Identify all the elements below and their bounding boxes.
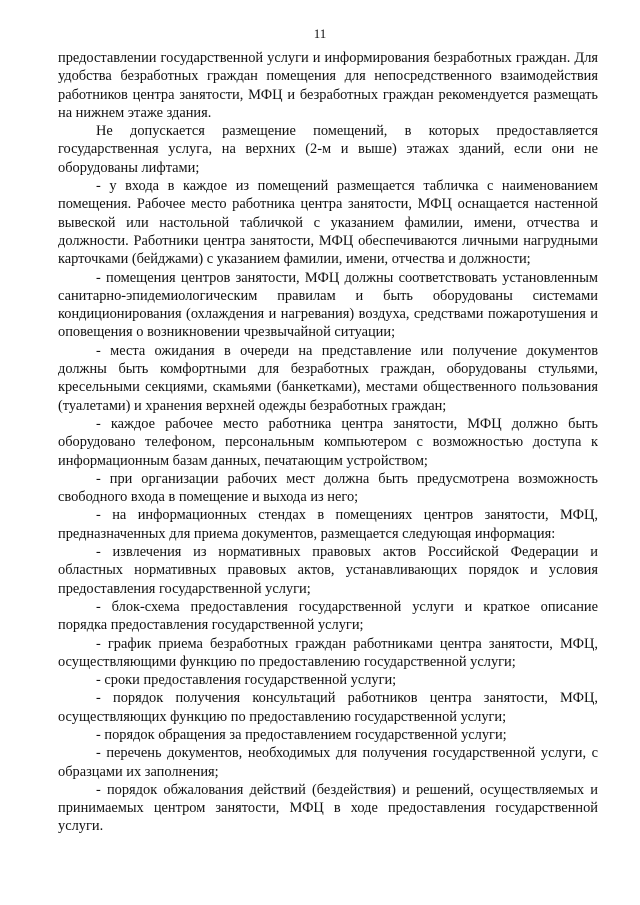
- page-number: 11: [313, 26, 327, 41]
- list-item-free-access: - при организации рабочих мест должна быть предусмотрена возможность свободного входа в помещение и выхода из него;: [58, 470, 598, 506]
- list-item-legal-extracts: - извлечения из нормативных правовых актов Российской Федерации и областных нормативных правовых актов, устанавливающих порядок и условия предоставления государственной услуги;: [58, 544, 598, 597]
- list-item-service-terms: - сроки предоставления государственной услуги;: [96, 672, 397, 689]
- list-item-flowchart: - блок-схема предоставления государственной услуги и краткое описание порядка предоставления государственной услуги;: [58, 598, 598, 634]
- paragraph-continuation: предоставлении государственной услуги и информирования безработных граждан. Для удобства безработных граждан помещения для непосредственного взаимодействия работников центра занятости, МФЦ и безработных граждан рекомендуется размещать на нижнем этаже здания.: [58, 50, 598, 121]
- list-item-sanitary-rules: - помещения центров занятости, МФЦ должны соответствовать установленным санитарно-эпидемиологическим правилам и быть оборудованы системами кондиционирования (охлаждения и нагревания) воздуха, средствами пожаротушения и оповещения о возникновении чрезвычайной ситуации;: [58, 269, 598, 341]
- list-item-workplace-equipment: - каждое рабочее место работника центра занятости, МФЦ должно быть оборудовано телефоном, персональным компьютером с возможностью доступа к информационным базам данных, печатающим устройством;: [58, 415, 598, 469]
- document-body: [58, 49, 598, 836]
- list-item-entrance-sign: - у входа в каждое из помещений размещается табличка с наименованием помещения. Рабочее место работника центра занятости, МФЦ оснащается настенной вывеской или настольной табличкой с указанием фамилии, имени, отчества и должности. Работники центра занятости, МФЦ обеспечиваются личными нагрудными карточками (бейджами) с указанием фамилии, имени, отчества и должности;: [58, 178, 598, 268]
- list-item-document-list: - перечень документов, необходимых для получения государственной услуги, с образцами их заполнения;: [58, 745, 598, 780]
- list-item-application-procedure: - порядок обращения за предоставлением государственной услуги;: [96, 726, 507, 743]
- list-item-reception-schedule: - график приема безработных граждан работниками центра занятости, МФЦ, осуществляющими функцию по предоставлению государственной услуги;: [58, 635, 598, 670]
- paragraph-no-upper-floors: Не допускается размещение помещений, в которых предоставляется государственная услуга, на верхних (2-м и выше) этажах зданий, если они не оборудованы лифтами;: [58, 123, 598, 176]
- list-item-waiting-areas: - места ожидания в очереди на представление или получение документов должны быть комфортными для безработных граждан, оборудованы стульями, кресельными секциями, скамьями (банкетками), местами общественного пользования (туалетами) и хранения верхней одежды безработных граждан;: [58, 342, 598, 414]
- list-item-information-stands: - на информационных стендах в помещениях центров занятости, МФЦ, предназначенных для приема документов, размещается следующая информация:: [58, 507, 598, 542]
- list-item-appeal-procedure: - порядок обжалования действий (бездействия) и решений, осуществляемых и принимаемых центром занятости, МФЦ в ходе предоставления государственной услуги.: [58, 781, 598, 835]
- list-item-consultations: - порядок получения консультаций работников центра занятости, МФЦ, осуществляющих функцию по предоставлению государственной услуги;: [58, 690, 598, 725]
